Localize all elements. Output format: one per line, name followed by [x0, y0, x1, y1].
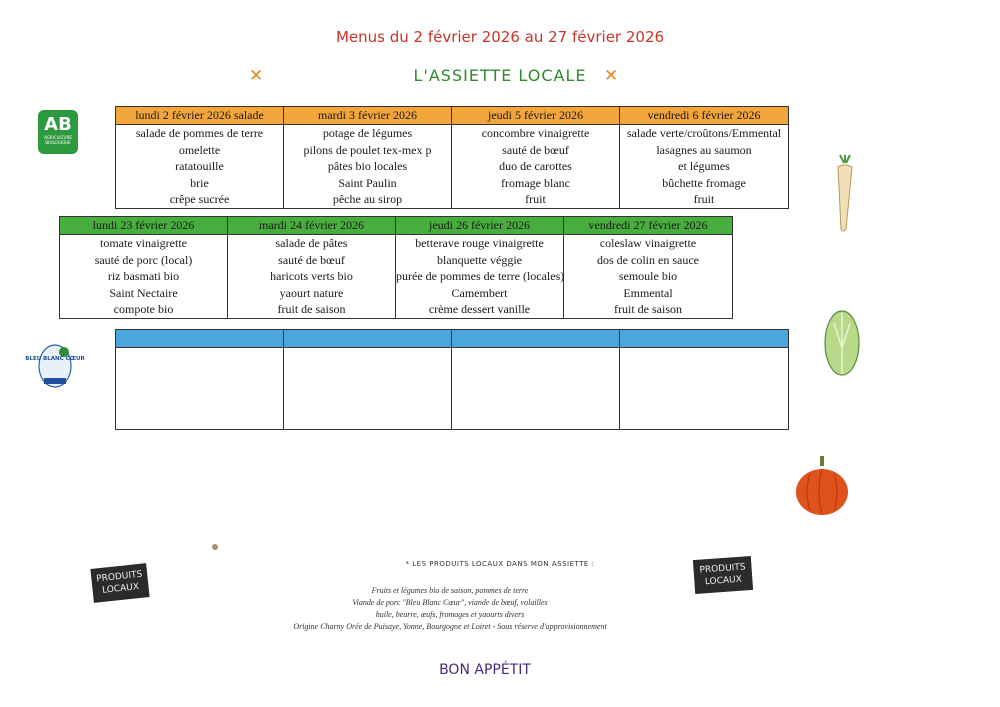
menu-item: fromage blanc: [501, 175, 570, 190]
day-menu: [60, 235, 228, 319]
menu-item: riz basmati bio: [107, 269, 180, 284]
menu-item: concombre vinaigrette: [481, 126, 590, 140]
menu-item: dos de colin en sauce: [597, 252, 699, 267]
day-menu: [284, 125, 452, 209]
menu-item: betterave rouge vinaigrette: [415, 236, 544, 250]
footer-line: Origine Charny Orée de Puisaye, Yonne, Bourgogne et Loiret - Sous réserve d'approvisionnement: [293, 622, 607, 631]
day-menu: [452, 125, 620, 209]
day-menu: [452, 348, 620, 430]
day-menu: [116, 125, 284, 209]
day-header: [116, 330, 284, 348]
menu-item: potage de légumes: [322, 126, 413, 140]
day-header: [620, 330, 789, 348]
day-header: vendredi 27 février 2026: [564, 217, 733, 235]
ink-dot: [212, 544, 218, 550]
day-header: lundi 23 février 2026: [60, 217, 228, 235]
cutlery-icon: ✕: [249, 66, 264, 86]
cutlery-icon: ✕: [604, 66, 619, 86]
menu-item: sauté de bœuf: [278, 252, 345, 267]
menu-item: fruit de saison: [277, 302, 346, 317]
menu-item: pêche au sirop: [332, 192, 403, 207]
day-header: jeudi 26 février 2026: [396, 217, 564, 235]
page-subtitle: L'ASSIETTE LOCALE: [413, 66, 587, 85]
day-menu: [396, 235, 564, 319]
local-products-heading: * LES PRODUITS LOCAUX DANS MON ASSIETTE :: [405, 560, 595, 568]
ab-logo-text: AB: [44, 114, 72, 135]
week3-menu-table: [115, 329, 789, 430]
menu-item: fruit de saison: [614, 302, 682, 317]
menu-item: et légumes: [678, 159, 730, 174]
menu-item: crêpe sucrée: [169, 192, 230, 207]
day-header: [284, 330, 452, 348]
closing-text: BON APPÉTIT: [439, 662, 531, 678]
menu-item: omelette: [178, 142, 221, 157]
menu-item: salade verte/croûtons/Emmental: [626, 126, 782, 140]
menu-item: crème dessert vanille: [428, 302, 531, 317]
produits-locaux-sign: PRODUITS LOCAUX: [90, 563, 149, 603]
day-menu: [116, 348, 284, 430]
menu-item: salade de pâtes: [275, 236, 348, 250]
menu-item: coleslaw vinaigrette: [599, 236, 697, 250]
day-menu: [620, 348, 789, 430]
pumpkin-illustration: [794, 454, 850, 516]
bleu-blanc-coeur-logo: [25, 344, 85, 390]
day-header: jeudi 5 février 2026: [452, 107, 620, 125]
menu-item: brie: [190, 175, 209, 190]
menu-item: salade de pommes de terre: [135, 126, 264, 140]
week1-menu-table: [115, 106, 789, 209]
menu-item: pâtes bio locales: [327, 159, 408, 174]
page-title: Menus du 2 février 2026 au 27 février 2026: [335, 28, 665, 46]
parsnip-illustration: [826, 155, 862, 233]
cabbage-illustration: [822, 308, 862, 378]
menu-item: semoule bio: [618, 269, 678, 284]
ab-logo-caption: AGRICULTURE BIOLOGIQUE: [44, 135, 72, 145]
footer-line: huile, beurre, œufs, fromages et yaourts divers: [375, 610, 525, 619]
menu-item: lasagnes au saumon: [656, 142, 752, 157]
menu-item: Camembert: [451, 285, 508, 300]
day-header: mardi 24 février 2026: [228, 217, 396, 235]
menu-item: tomate vinaigrette: [100, 236, 187, 250]
menu-item: fruit: [693, 192, 715, 207]
menu-item: ratatouille: [175, 159, 224, 174]
day-header: mardi 3 février 2026: [284, 107, 452, 125]
menu-item: blanquette véggie: [437, 252, 522, 267]
menu-item: purée de pommes de terre (locales): [396, 269, 565, 284]
menu-item: duo de carottes: [499, 159, 572, 174]
menu-item: pilons de poulet tex-mex p: [303, 142, 432, 157]
day-header: lundi 2 février 2026 salade: [116, 107, 284, 125]
footer-line: Viande de porc "Bleu Blanc Cœur", viande de bœuf, volailles: [352, 598, 548, 607]
day-menu: [620, 125, 789, 209]
produits-locaux-sign: PRODUITS LOCAUX: [693, 556, 753, 594]
menu-item: fruit: [525, 192, 546, 207]
day-menu: [284, 348, 452, 430]
menu-item: sauté de porc (local): [94, 252, 193, 267]
bbc-text: BLEU BLANC CŒUR: [25, 356, 85, 362]
day-header: [452, 330, 620, 348]
menu-item: compote bio: [113, 302, 174, 317]
menu-item: Emmental: [623, 285, 673, 300]
menu-item: yaourt nature: [279, 285, 344, 300]
ab-logo: [38, 110, 78, 154]
menu-item: Saint Paulin: [338, 175, 397, 190]
footer-line: Fruits et légumes bio de saison, pommes de terre: [371, 586, 529, 595]
week2-menu-table: [59, 216, 733, 319]
menu-item: haricots verts bio: [270, 269, 353, 284]
menu-item: Saint Nectaire: [109, 285, 178, 300]
menu-item: bûchette fromage: [662, 175, 746, 190]
day-menu: [564, 235, 733, 319]
day-menu: [228, 235, 396, 319]
menu-item: sauté de bœuf: [502, 142, 569, 157]
day-header: vendredi 6 février 2026: [620, 107, 789, 125]
